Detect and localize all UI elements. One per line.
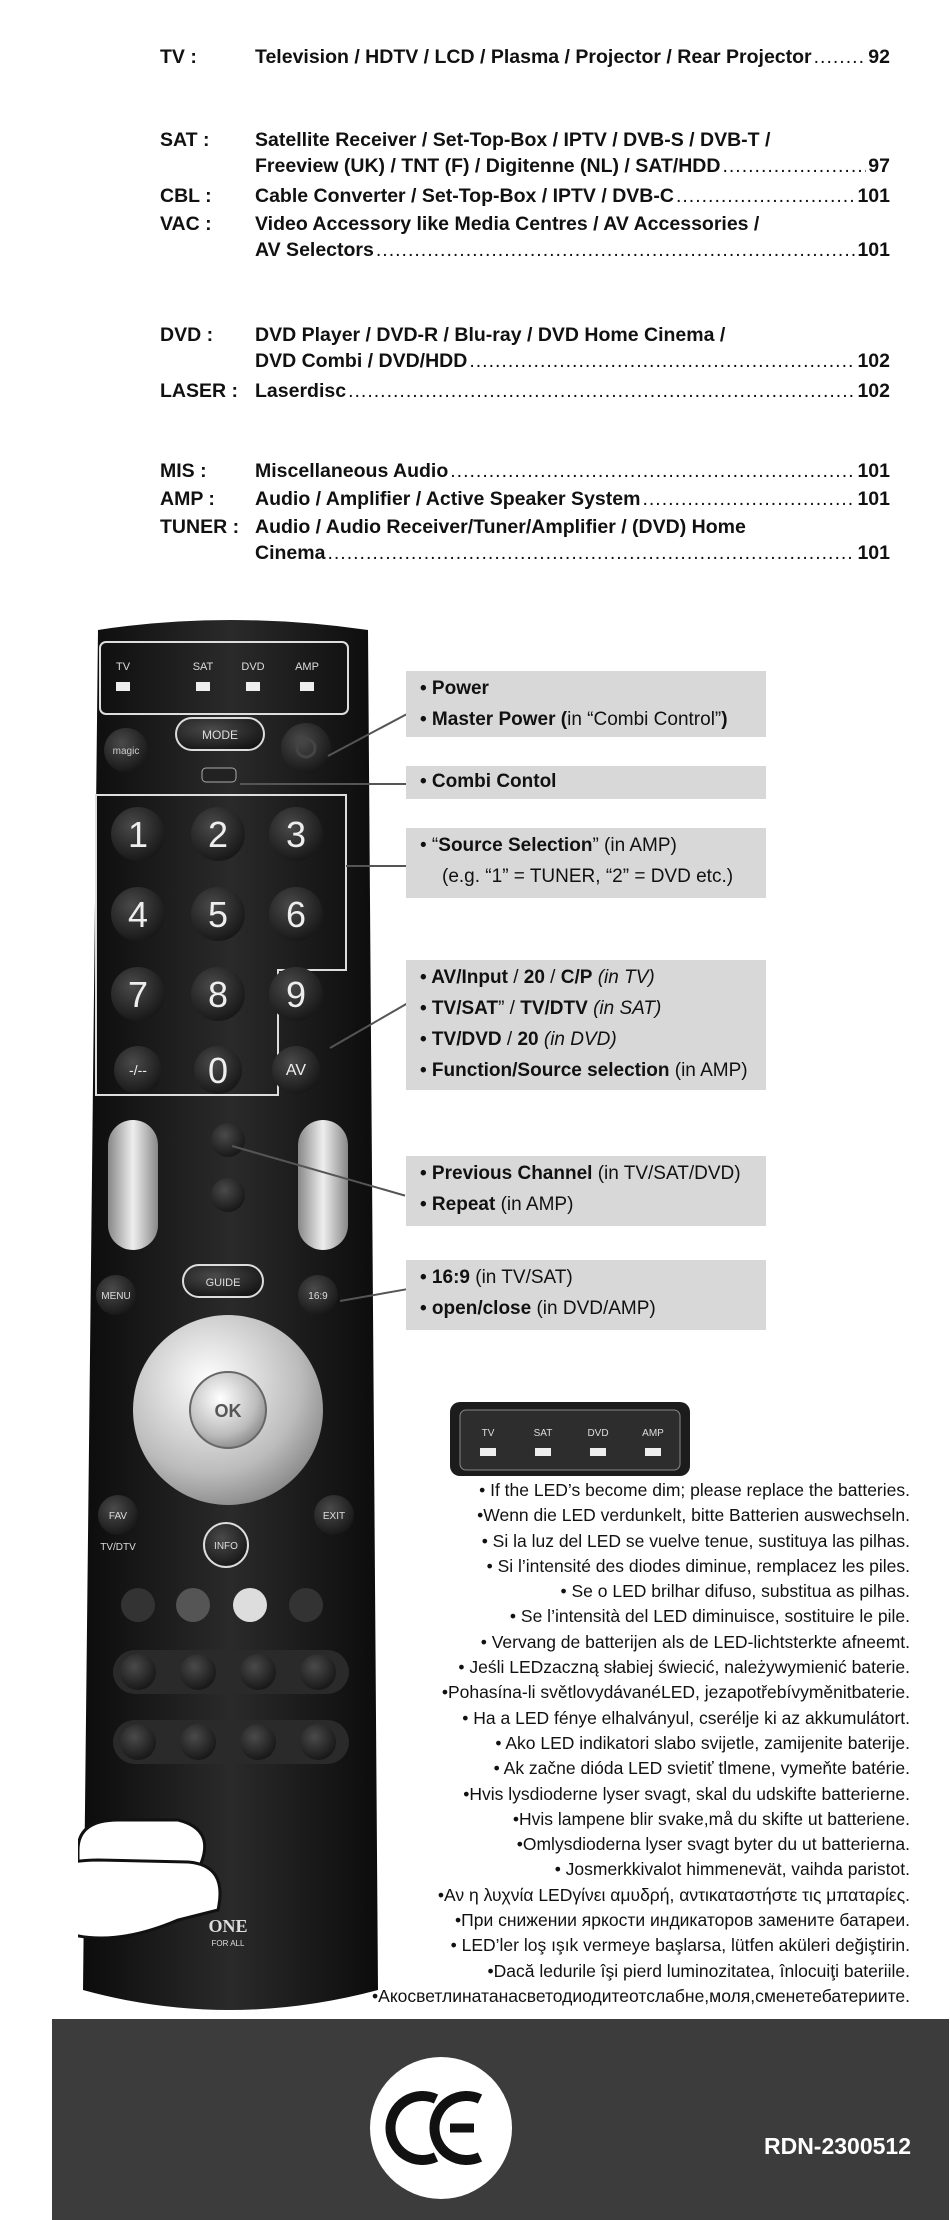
led-closeup-label: AMP — [642, 1428, 664, 1439]
svg-text:ONE: ONE — [208, 1916, 248, 1936]
toc-description: DVD Player / DVD-R / Blu-ray / DVD Home Cinema / — [255, 324, 726, 346]
leader-combi — [240, 783, 408, 785]
battery-note-line: •Hvis lampene blir svake,må du skifte ut batteriene. — [512, 1808, 910, 1829]
svg-text:magic: magic — [112, 746, 140, 757]
toc-page-number: 92 — [868, 46, 890, 68]
toc-code: TV : — [160, 46, 197, 68]
digit-key-label: 3 — [285, 814, 307, 855]
footer-bar — [52, 2019, 949, 2220]
digit-key-label: 8 — [207, 974, 229, 1015]
callout-source: • “Source Selection” (in AMP) (e.g. “1” = TUNER, “2” = DVD etc.) — [406, 828, 766, 898]
toc-code: DVD : — [160, 324, 214, 346]
toc-description: Audio / Audio Receiver/Tuner/Amplifier / (DVD) Home — [255, 516, 746, 538]
svg-text:16:9: 16:9 — [308, 1291, 328, 1302]
leader-source — [346, 865, 408, 867]
mode-button-label: MODE — [202, 728, 238, 742]
led-closeup-label: TV — [481, 1428, 495, 1439]
toc-page-number: 101 — [857, 460, 890, 482]
toc-description: AV Selectors — [255, 239, 374, 261]
svg-text:TV/DTV: TV/DTV — [100, 1542, 136, 1553]
device-led-label: DVD — [241, 661, 265, 673]
svg-text:EXIT: EXIT — [322, 1511, 346, 1522]
battery-note-line: • Se l’intensità del LED diminuisce, sostituire le pile. — [509, 1606, 910, 1627]
toc-description: Cable Converter / Set-Top-Box / IPTV / DVB-C — [255, 185, 674, 207]
digit-key-label: 5 — [207, 894, 229, 935]
device-led-label: AMP — [295, 661, 319, 673]
toc-page-number: 101 — [857, 239, 890, 261]
toc-leader-dots — [348, 378, 855, 404]
toc-page-number: 102 — [857, 380, 890, 402]
battery-notes — [210, 1478, 910, 2009]
svg-text:FAV: FAV — [108, 1511, 128, 1522]
digit-key-label: 7 — [127, 974, 149, 1015]
toc-description: Video Accessory like Media Centres / AV Accessories / — [255, 213, 760, 235]
battery-note-line: • Ha a LED fénye elhalványul, cserélje ki az akkumulátort. — [462, 1707, 910, 1728]
battery-note-line: • Ak začne dióda LED svietiť tlmene, vymeňte batérie. — [493, 1758, 910, 1779]
toc-page-number: 101 — [857, 185, 890, 207]
battery-note-line: •При снижении яркости индикаторов замените батареи. — [455, 1910, 910, 1931]
toc-code: CBL : — [160, 185, 212, 207]
toc-code: TUNER : — [160, 516, 240, 538]
battery-note-line: • Josmerkkivalot himmenevät, vaihda paristot. — [554, 1859, 910, 1880]
toc-description: Cinema — [255, 542, 326, 564]
toc-leader-dots — [814, 44, 867, 70]
toc-code: AMP : — [160, 488, 215, 510]
toc-page-number: 97 — [868, 155, 890, 177]
toc-leader-dots — [450, 458, 855, 484]
toc-description: Laserdisc — [255, 380, 347, 402]
svg-text:GUIDE: GUIDE — [205, 1277, 241, 1289]
ce-logo-icon — [370, 2057, 512, 2199]
toc-code: LASER : — [160, 380, 238, 402]
toc-description: Television / HDTV / LCD / Plasma / Projector / Rear Projector — [255, 46, 812, 68]
device-led-label: TV — [115, 661, 131, 673]
toc-page-number: 101 — [857, 488, 890, 510]
svg-text:OK: OK — [214, 1401, 242, 1421]
callout-power: • Power • Master Power (in “Combi Control”) — [406, 671, 766, 737]
toc-code: VAC : — [160, 213, 212, 235]
keypad-key-label: AV — [285, 1062, 307, 1079]
svg-text:MENU: MENU — [101, 1291, 131, 1302]
led-closeup-label: SAT — [533, 1428, 553, 1439]
led-panel-closeup — [450, 1396, 690, 1476]
toc-leader-dots — [327, 540, 855, 566]
battery-note-line: •Hvis lysdioderne lyser svagt, skal du udskifte batterierne. — [463, 1783, 910, 1804]
battery-note-line: •Dacă ledurile îşi pierd luminozitatea, înlocuiţi bateriile. — [487, 1960, 910, 1981]
toc-leader-dots — [642, 486, 855, 512]
toc-description: Freeview (UK) / TNT (F) / Digitenne (NL) / SAT/HDD — [255, 155, 721, 177]
callout-ratio: • 16:9 (in TV/SAT) • open/close (in DVD/AMP) — [406, 1260, 766, 1330]
toc-leader-dots — [722, 153, 866, 179]
battery-note-line: • Si l’intensité des diodes diminue, remplacez les piles. — [486, 1555, 910, 1576]
toc-description: Miscellaneous Audio — [255, 460, 449, 482]
led-closeup-label: DVD — [587, 1428, 609, 1439]
callout-previous-channel: • Previous Channel (in TV/SAT/DVD) • Repeat (in AMP) — [406, 1156, 766, 1226]
battery-note-line: •Pohasína-li světlovydávanéLED, jezapotřebívyměnitbaterie. — [441, 1682, 910, 1703]
digit-key-label: 1 — [127, 814, 149, 855]
digit-key-label: 2 — [207, 814, 229, 855]
battery-note-line: • Se o LED brilhar difuso, substitua as pilhas. — [560, 1581, 910, 1602]
callout-av: • AV/Input / 20 / C/P (in TV) • TV/SAT” / TV/DTV (in SAT) • TV/DVD / 20 (in DVD) • Function/Source selection (in AMP) — [406, 960, 766, 1090]
toc-description: Satellite Receiver / Set-Top-Box / IPTV / DVB-S / DVB-T / — [255, 129, 771, 151]
battery-note-line: • LED’ler loş ışık vermeye başlarsa, lütfen aküleri değiştirin. — [450, 1935, 910, 1956]
battery-note-line: • Vervang de batterijen als de LED-lichtsterkte afneemt. — [480, 1631, 910, 1652]
battery-note-line: • Jeśli LEDzaczną słabiej świecić, należywymienić baterie. — [458, 1657, 910, 1678]
svg-text:INFO: INFO — [214, 1541, 238, 1552]
digit-key-label: 9 — [285, 974, 307, 1015]
battery-note-line: • If the LED’s become dim; please replace the batteries. — [479, 1480, 910, 1500]
battery-note-line: •Αν η λυχνία LEDγίνει αμυδρή, αντικαταστήστε τις μπαταρίες. — [437, 1884, 910, 1905]
battery-note-line: • Ako LED indikatori slabo svijetle, zamijenite baterije. — [495, 1732, 910, 1753]
device-led-label: SAT — [192, 661, 214, 673]
toc-page-number: 101 — [857, 542, 890, 564]
toc-code: SAT : — [160, 129, 210, 151]
keypad-key-label: 0 — [207, 1050, 229, 1091]
digit-key-label: 4 — [127, 894, 149, 935]
toc-leader-dots — [469, 348, 855, 374]
toc-leader-dots — [376, 237, 856, 263]
digit-key-label: 6 — [285, 894, 307, 935]
battery-note-line: •Wenn die LED verdunkelt, bitte Batterien auswechseln. — [477, 1505, 910, 1526]
keypad-key-label: -/-- — [129, 1062, 147, 1078]
toc-description: Audio / Amplifier / Active Speaker System — [255, 488, 641, 510]
ce-mark — [370, 2057, 512, 2199]
reference-code: RDN-2300512 — [763, 2133, 911, 2159]
battery-note-line: • Si la luz del LED se vuelve tenue, sustituya las pilhas. — [481, 1530, 910, 1551]
toc-page-number: 102 — [857, 350, 890, 372]
toc-leader-dots — [676, 183, 856, 209]
toc-description: DVD Combi / DVD/HDD — [255, 350, 468, 372]
toc-code: MIS : — [160, 460, 207, 482]
callout-combi: • Combi Contol — [406, 766, 766, 799]
svg-text:FOR ALL: FOR ALL — [211, 1939, 245, 1948]
battery-note-line: •Omlysdioderna lyser svagt byter du ut batterierna. — [516, 1834, 910, 1855]
battery-note-line: •Акосветлинатанасветодиодитеотслабне,моля,сменетебатериите. — [372, 1985, 910, 2006]
